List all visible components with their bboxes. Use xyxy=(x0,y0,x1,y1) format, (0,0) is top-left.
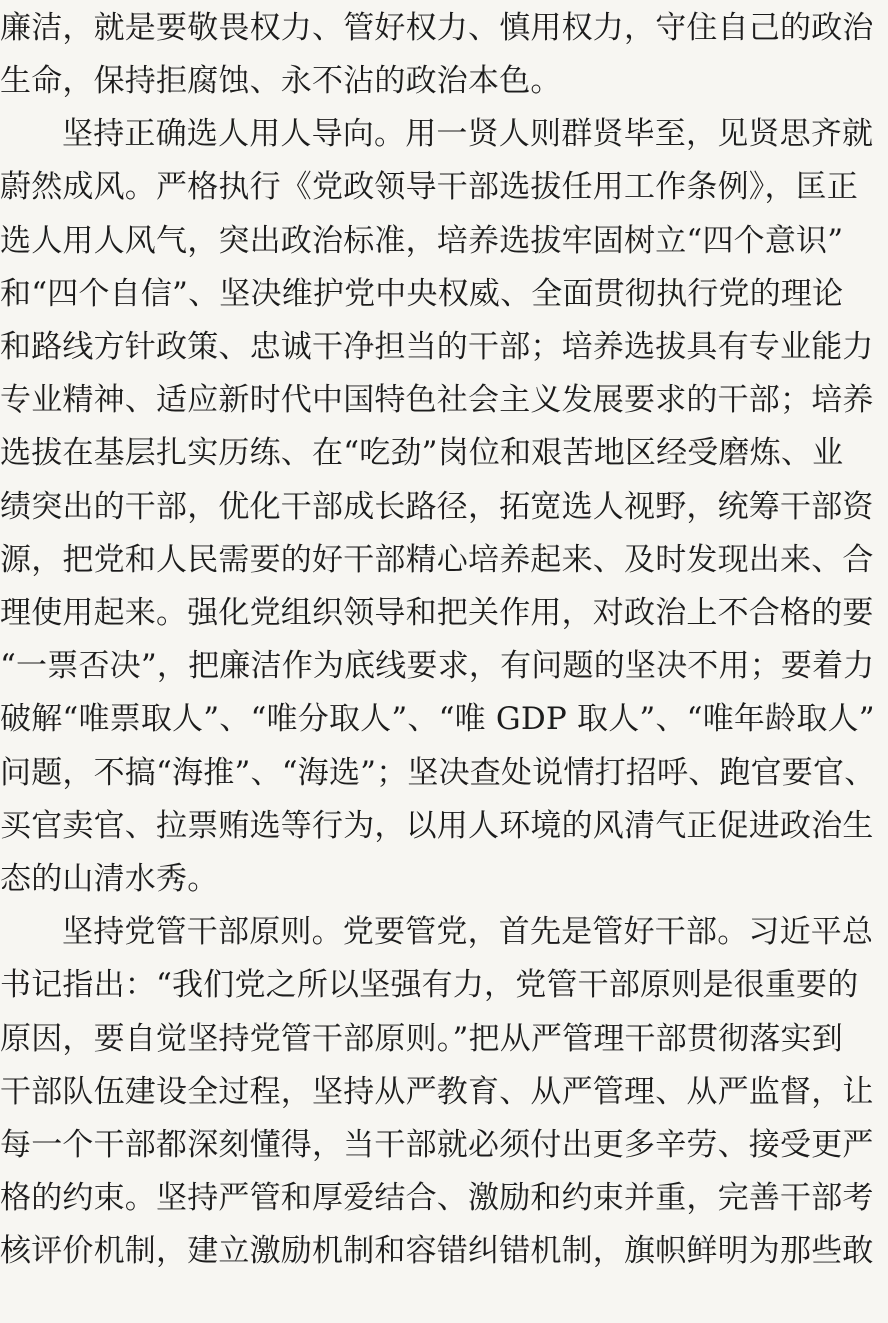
text-line: 核评价机制，建立激励机制和容错纠错机制，旗帜鲜明为那些敢 xyxy=(0,1233,874,1269)
text-line: 选人用人风气，突出政治标准，培养选拔牢固树立“四个意识” xyxy=(0,223,844,259)
text-line: 廉洁，就是要敬畏权力、管好权力、慎用权力，守住自己的政治 xyxy=(0,10,874,46)
text-line: 选拔在基层扎实历练、在“吃劲”岗位和艰苦地区经受磨炼、业 xyxy=(0,435,844,471)
text-line: 蔚然成风。严格执行《党政领导干部选拔任用工作条例》，匡正 xyxy=(0,169,859,205)
text-line: 原因，要自觉坚持党管干部原则。”把从严管理干部贯彻落实到 xyxy=(0,1021,843,1057)
text-line: 问题，不搞“海推”、“海选”；坚决查处说情打招呼、跑官要官、 xyxy=(0,755,876,791)
text-line: 书记指出：“我们党之所以坚强有力，党管干部原则是很重要的 xyxy=(0,967,859,1003)
text-line: 态的山清水秀。 xyxy=(0,861,219,897)
text-line: “一票否决”，把廉洁作为底线要求，有问题的坚决不用；要着力 xyxy=(0,648,875,684)
paragraph-start-line: 坚持正确选人用人导向。用一贤人则群贤毕至，见贤思齐就 xyxy=(62,116,874,152)
text-line: 每一个干部都深刻懂得，当干部就必须付出更多辛劳、接受更严 xyxy=(0,1127,874,1163)
text-line: 生命，保持拒腐蚀、永不沾的政治本色。 xyxy=(0,63,562,99)
text-line: 格的约束。坚持严管和厚爱结合、激励和约束并重，完善干部考 xyxy=(0,1180,874,1216)
text-line: 源，把党和人民需要的好干部精心培养起来、及时发现出来、合 xyxy=(0,542,874,578)
text-line: 专业精神、适应新时代中国特色社会主义发展要求的干部；培养 xyxy=(0,382,874,418)
text-line: 买官卖官、拉票贿选等行为，以用人环境的风清气正促进政治生 xyxy=(0,808,874,844)
text-line: 和“四个自信”、坚决维护党中央权威、全面贯彻执行党的理论 xyxy=(0,276,844,312)
paragraph-start-line: 坚持党管干部原则。党要管党，首先是管好干部。习近平总 xyxy=(62,914,874,950)
text-line: 破解“唯票取人”、“唯分取人”、“唯 GDP 取人”、“唯年龄取人” xyxy=(0,701,875,737)
text-line: 理使用起来。强化党组织领导和把关作用，对政治上不合格的要 xyxy=(0,595,874,631)
text-line: 和路线方针政策、忠诚干净担当的干部；培养选拔具有专业能力 xyxy=(0,329,874,365)
text-line: 干部队伍建设全过程，坚持从严教育、从严管理、从严监督，让 xyxy=(0,1074,874,1110)
text-line: 绩突出的干部，优化干部成长路径，拓宽选人视野，统筹干部资 xyxy=(0,489,874,525)
